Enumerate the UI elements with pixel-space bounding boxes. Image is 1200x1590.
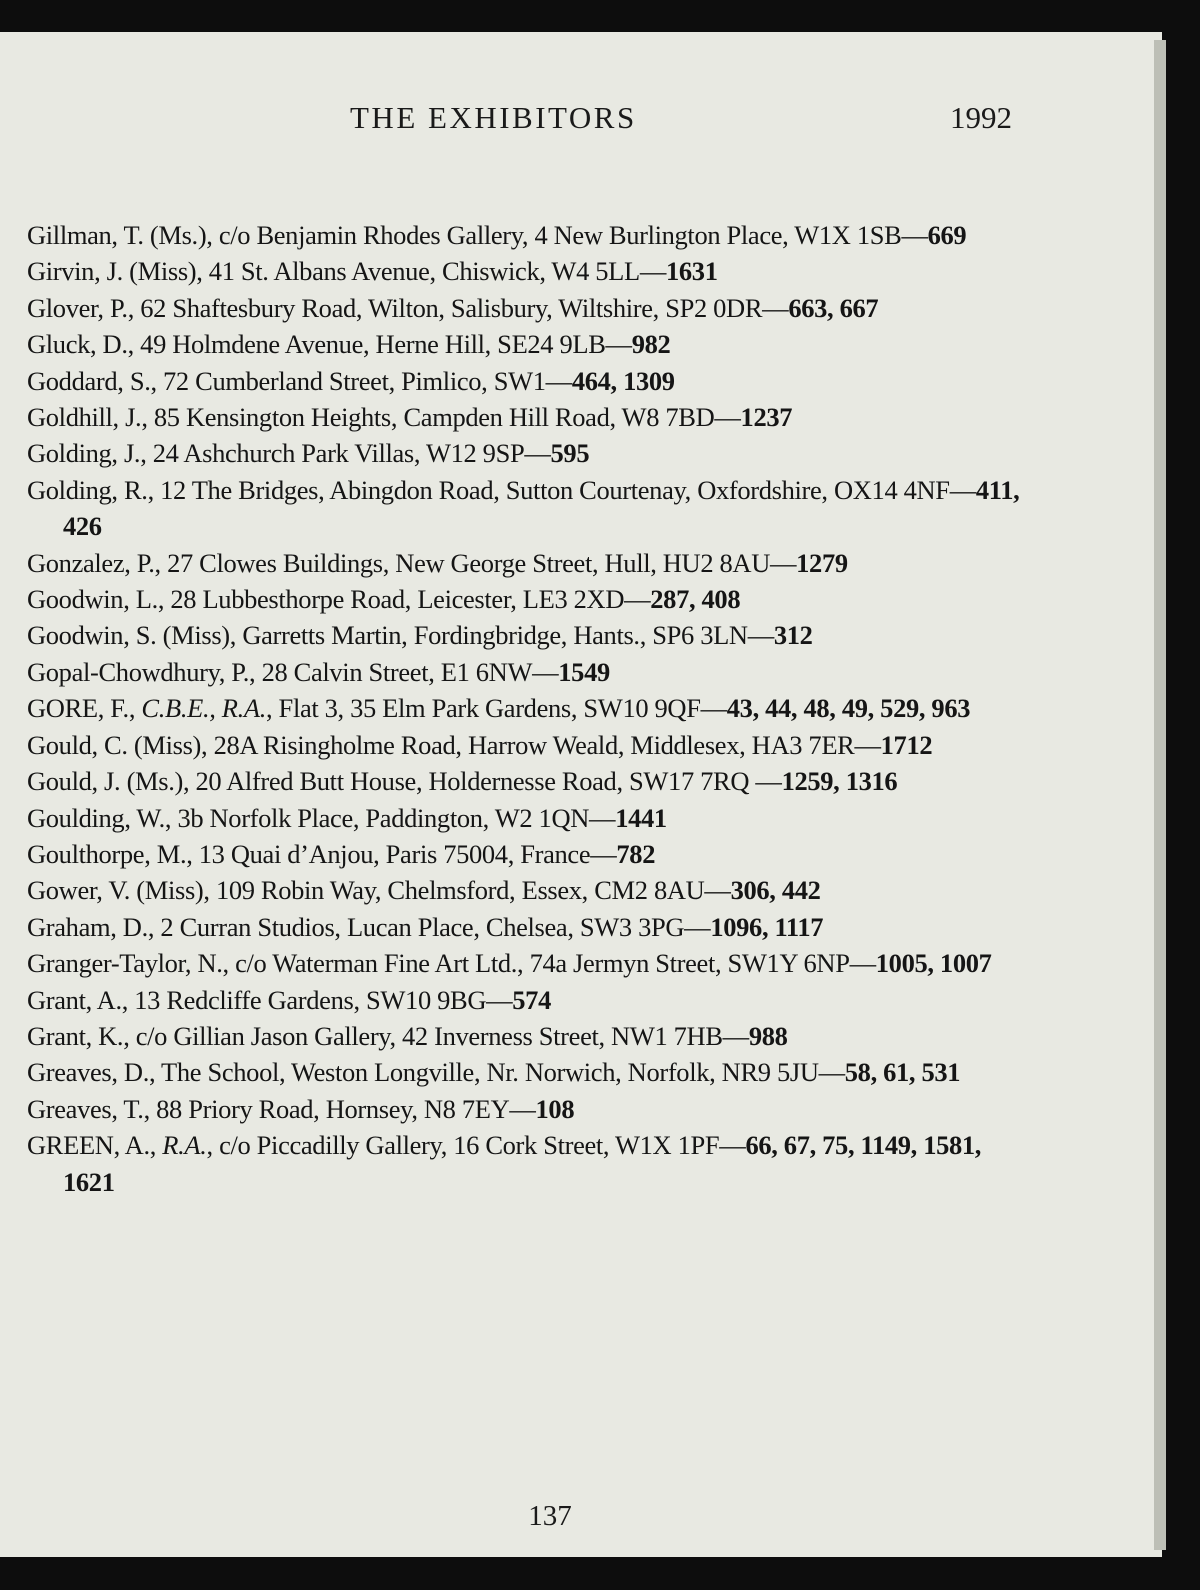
exhibitor-address: Gould, C. (Miss), 28A Risingholme Road, Harrow Weald, Middlesex, HA3 7ER— <box>27 729 881 760</box>
exhibitor-address: Goodwin, L., 28 Lubbesthorpe Road, Leicester, LE3 2XD— <box>27 584 651 615</box>
exhibitor-honours: R.A. <box>162 1130 207 1161</box>
catalogue-numbers: 1279 <box>796 547 848 578</box>
header-year: 1992 <box>950 100 1012 135</box>
catalogue-numbers: 1096, 1117 <box>710 911 824 942</box>
exhibitor-entry <box>27 1091 1037 1127</box>
exhibitor-address: Golding, R., 12 The Bridges, Abingdon Road, Sutton Courtenay, Oxfordshire, OX14 4NF— <box>27 474 976 505</box>
exhibitor-entry <box>27 617 1037 653</box>
exhibitor-address: Goulding, W., 3b Norfolk Place, Paddington, W2 1QN— <box>27 802 616 833</box>
catalogue-numbers: 1005, 1007 <box>875 948 992 979</box>
exhibitor-entry <box>27 435 1037 471</box>
exhibitor-address: Glover, P., 62 Shaftesbury Road, Wilton, Salisbury, Wiltshire, SP2 0DR— <box>27 292 789 323</box>
exhibitor-entry <box>27 399 1037 435</box>
exhibitor-address: Greaves, T., 88 Priory Road, Hornsey, N8 7EY— <box>27 1093 536 1124</box>
catalogue-numbers: 287, 408 <box>650 584 741 615</box>
running-header <box>0 100 1162 140</box>
exhibitor-address: Golding, J., 24 Ashchurch Park Villas, W12 9SP— <box>27 438 551 469</box>
exhibitor-honours: C.B.E., R.A. <box>141 693 266 724</box>
exhibitor-entry <box>27 1054 1037 1090</box>
catalogue-numbers: 1631 <box>666 256 718 287</box>
catalogue-numbers: 782 <box>616 838 656 869</box>
exhibitor-entry <box>27 836 1037 872</box>
catalogue-numbers: 58, 61, 531 <box>844 1057 961 1088</box>
catalogue-numbers: 312 <box>773 620 813 651</box>
exhibitor-entry <box>27 217 1037 253</box>
exhibitor-address: Gould, J. (Ms.), 20 Alfred Butt House, Holdernesse Road, SW17 7RQ — <box>27 766 782 797</box>
page-number: 137 <box>528 1500 572 1532</box>
exhibitor-address: Gopal-Chowdhury, P., 28 Calvin Street, E1 6NW— <box>27 656 559 687</box>
exhibitor-entry <box>27 654 1037 690</box>
exhibitor-entry <box>27 982 1037 1018</box>
catalogue-numbers: 411, 426 <box>63 474 1020 542</box>
exhibitor-entry <box>27 945 1037 981</box>
exhibitor-address: , Flat 3, 35 Elm Park Gardens, SW10 9QF— <box>266 693 727 724</box>
header-title: THE EXHIBITORS <box>350 100 637 135</box>
catalogue-numbers: 982 <box>631 329 671 360</box>
exhibitor-entry <box>27 545 1037 581</box>
exhibitor-address: Goddard, S., 72 Cumberland Street, Pimlico, SW1— <box>27 365 572 396</box>
catalogue-numbers: 43, 44, 48, 49, 529, 963 <box>726 693 971 724</box>
exhibitor-name: GREEN, A., <box>27 1130 163 1161</box>
exhibitor-address: Grant, K., c/o Gillian Jason Gallery, 42 Inverness Street, NW1 7HB— <box>27 1020 749 1051</box>
catalogue-numbers: 1259, 1316 <box>781 766 898 797</box>
exhibitor-entry <box>27 690 1037 726</box>
catalogue-numbers: 66, 67, 75, 1149, 1581, 1621 <box>63 1130 982 1197</box>
exhibitor-address: Gillman, T. (Ms.), c/o Benjamin Rhodes Gallery, 4 New Burlington Place, W1X 1SB— <box>27 220 928 250</box>
exhibitor-address: Greaves, D., The School, Weston Longville, Nr. Norwich, Norfolk, NR9 5JU— <box>27 1057 845 1088</box>
exhibitor-entry <box>27 363 1037 399</box>
exhibitor-address: Granger-Taylor, N., c/o Waterman Fine Art Ltd., 74a Jermyn Street, SW1Y 6NP— <box>27 948 876 979</box>
exhibitor-address: Goulthorpe, M., 13 Quai d’Anjou, Paris 75004, France— <box>27 838 617 869</box>
exhibitor-address: Goldhill, J., 85 Kensington Heights, Campden Hill Road, W8 7BD— <box>27 402 741 433</box>
catalogue-numbers: 1441 <box>615 802 667 833</box>
exhibitor-entry <box>27 1127 1037 1200</box>
catalogue-numbers: 574 <box>512 984 551 1015</box>
exhibitor-entry <box>27 800 1037 836</box>
catalogue-numbers: 988 <box>748 1020 788 1051</box>
catalogue-numbers: 1237 <box>740 402 793 433</box>
exhibitor-address: , c/o Piccadilly Gallery, 16 Cork Street, W1X 1PF— <box>206 1130 746 1161</box>
exhibitor-list <box>27 217 1037 1200</box>
catalogue-numbers: 663, 667 <box>788 292 879 323</box>
exhibitor-entry <box>27 909 1037 945</box>
catalogue-numbers: 595 <box>550 438 590 469</box>
exhibitor-address: Gonzalez, P., 27 Clowes Buildings, New George Street, Hull, HU2 8AU— <box>27 547 797 578</box>
catalogue-numbers: 669 <box>927 220 967 250</box>
exhibitor-address: Goodwin, S. (Miss), Garretts Martin, Fordingbridge, Hants., SP6 3LN— <box>27 620 774 651</box>
exhibitor-entry <box>27 727 1037 763</box>
exhibitor-address: Girvin, J. (Miss), 41 St. Albans Avenue, Chiswick, W4 5LL— <box>27 256 666 287</box>
catalogue-numbers: 1549 <box>558 656 610 687</box>
exhibitor-entry <box>27 581 1037 617</box>
exhibitor-address: Gower, V. (Miss), 109 Robin Way, Chelmsford, Essex, CM2 8AU— <box>27 875 731 906</box>
exhibitor-entry <box>27 326 1037 362</box>
catalogue-numbers: 464, 1309 <box>571 365 675 396</box>
exhibitor-entry <box>27 253 1037 289</box>
exhibitor-entry <box>27 763 1037 799</box>
exhibitor-entry <box>27 872 1037 908</box>
catalogue-numbers: 108 <box>535 1093 575 1124</box>
page-edge <box>1154 40 1166 1550</box>
exhibitor-entry <box>27 1018 1037 1054</box>
exhibitor-address: Graham, D., 2 Curran Studios, Lucan Place, Chelsea, SW3 3PG— <box>27 911 711 942</box>
exhibitor-name: GORE, F., <box>27 693 142 724</box>
catalogue-numbers: 306, 442 <box>730 875 821 906</box>
exhibitor-entry <box>27 290 1037 326</box>
catalogue-numbers: 1712 <box>880 729 933 760</box>
exhibitor-address: Gluck, D., 49 Holmdene Avenue, Herne Hill, SE24 9LB— <box>27 329 632 360</box>
exhibitor-entry <box>27 472 1037 545</box>
exhibitor-address: Grant, A., 13 Redcliffe Gardens, SW10 9BG— <box>27 984 513 1015</box>
